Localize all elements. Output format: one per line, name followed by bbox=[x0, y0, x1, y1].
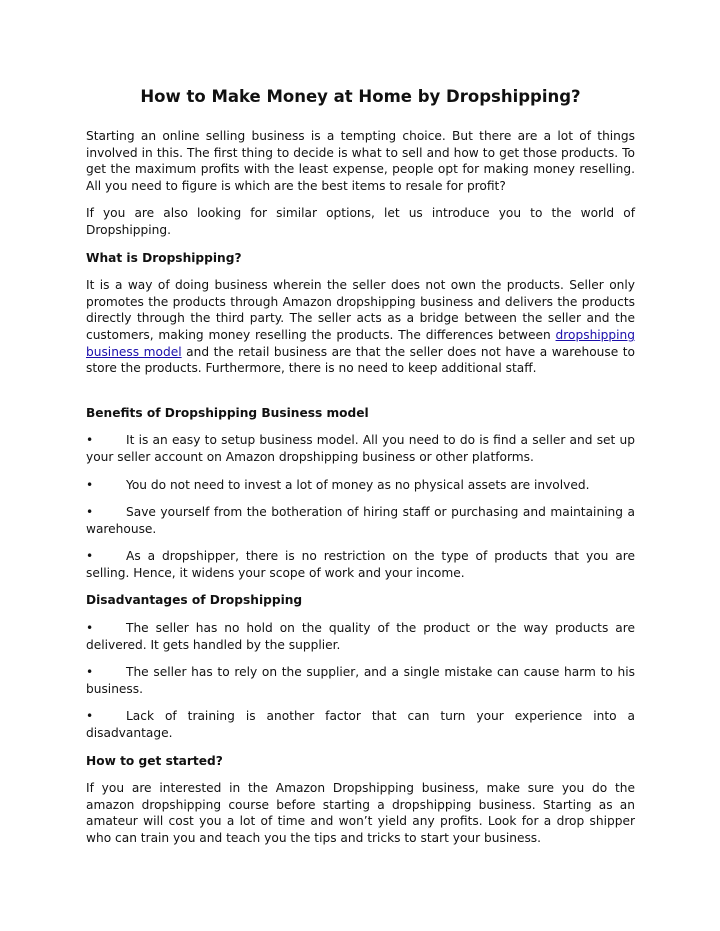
benefit-item-text: You do not need to invest a lot of money as no physical assets are involved. bbox=[126, 477, 590, 492]
bullet-icon: • bbox=[86, 505, 94, 520]
disadvantage-item bbox=[86, 620, 635, 653]
disadvantage-item-text: Lack of training is another factor that can turn your experience into a disadvantage. bbox=[86, 709, 635, 741]
intro-paragraph-2: If you are also looking for similar options, let us introduce you to the world of Dropshipping. bbox=[86, 206, 635, 237]
benefit-item-text: As a dropshipper, there is no restriction on the type of products that you are selling. Hence, it widens your scope of work and your income. bbox=[86, 549, 635, 580]
benefit-item-text: It is an easy to setup business model. All you need to do is find a seller and set up your seller account on Amazon dropshipping business or other platforms. bbox=[86, 433, 635, 464]
bullet-icon: • bbox=[86, 433, 94, 448]
bullet-icon: • bbox=[86, 621, 94, 636]
dropshipping-business-model-link[interactable]: dropshipping business model bbox=[86, 327, 635, 359]
heading-disadvantages: Disadvantages of Dropshipping bbox=[86, 593, 303, 608]
disadvantage-item-text: The seller has no hold on the quality of the product or the way products are delivered. It gets handled by the supplier. bbox=[86, 621, 635, 652]
benefit-item-text: Save yourself from the botheration of hiring staff or purchasing and maintaining a warehouse. bbox=[86, 505, 635, 536]
heading-benefits: Benefits of Dropshipping Business model bbox=[86, 405, 369, 420]
disadvantage-item bbox=[86, 664, 635, 697]
bullet-icon: • bbox=[86, 549, 94, 564]
paragraph-text-after-link: and the retail business are that the seller does not have a warehouse to store the products. Furthermore, there is no need to keep additional staff. bbox=[86, 344, 635, 376]
heading-how-to-get-started: How to get started? bbox=[86, 753, 223, 768]
benefit-item bbox=[86, 548, 635, 581]
bullet-icon: • bbox=[86, 665, 94, 680]
document-page bbox=[86, 86, 635, 847]
bullet-icon: • bbox=[86, 709, 94, 724]
benefit-item bbox=[86, 477, 635, 494]
page-title: How to Make Money at Home by Dropshipping? bbox=[140, 87, 581, 106]
what-is-dropshipping-paragraph bbox=[86, 277, 635, 377]
bullet-icon: • bbox=[86, 477, 94, 492]
get-started-paragraph: If you are interested in the Amazon Dropshipping business, make sure you do the amazon dropshipping course before starting a dropshipping business. Starting as an amateur will cost you a lot of time and won’t yield any profits. Look for a drop shipper who can train you and teach you the tips and tricks to start your business. bbox=[86, 781, 635, 845]
paragraph-text-before-link: It is a way of doing business wherein the seller does not own the products. Seller only promotes the products through Amazon dropshipping business and delivers the products directly through the third party. The seller acts as a bridge between the seller and the customers, making money reselling the products. The differences between bbox=[86, 278, 635, 342]
disadvantage-item bbox=[86, 708, 635, 741]
benefit-item bbox=[86, 504, 635, 537]
benefit-item bbox=[86, 432, 635, 465]
heading-what-is-dropshipping: What is Dropshipping? bbox=[86, 250, 242, 265]
intro-paragraph: Starting an online selling business is a tempting choice. But there are a lot of things involved in this. The first thing to decide is what to sell and how to get those products. To get the maximum profits with the least expense, people opt for making money reselling. All you need to figure is which are the best items to resale for profit? bbox=[86, 129, 635, 193]
disadvantage-item-text: The seller has to rely on the supplier, and a single mistake can cause harm to his business. bbox=[86, 665, 635, 696]
